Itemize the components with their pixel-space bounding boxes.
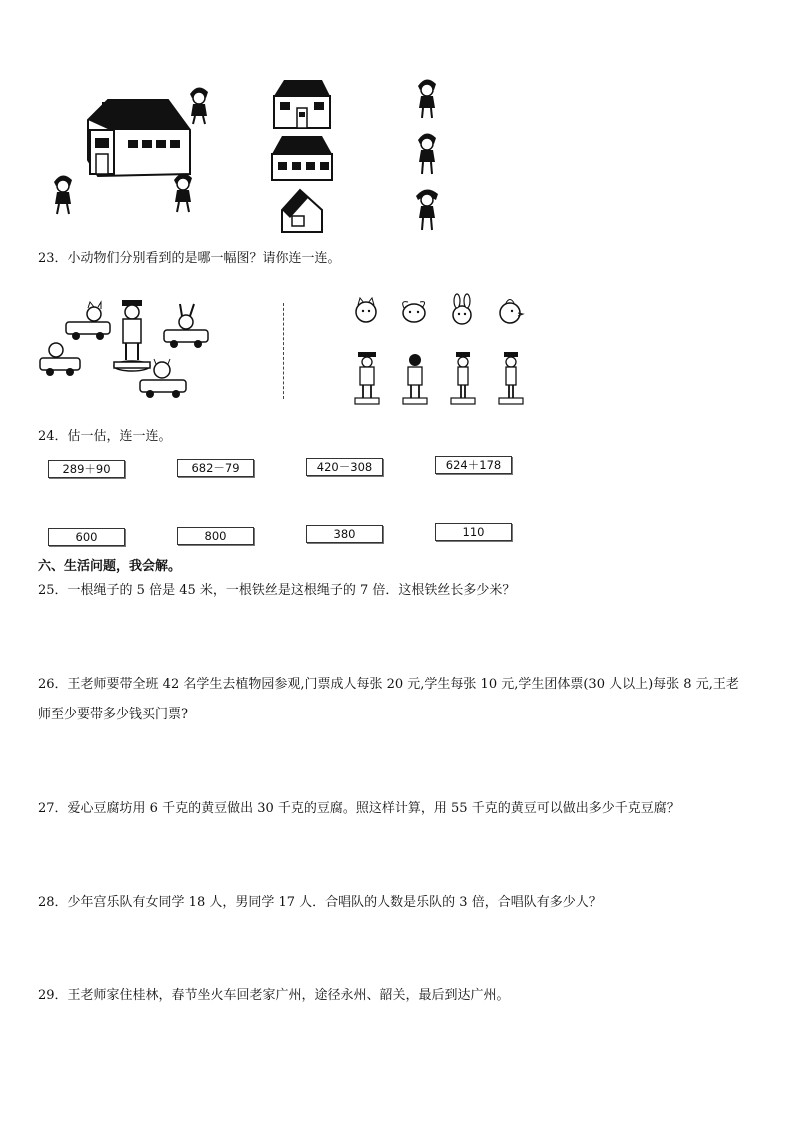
animals-around-policeman-illustration [40,292,240,407]
policeman-views-row [352,352,532,406]
expression-box[interactable]: 289＋90 [48,460,125,478]
policeman-view-icon [355,352,379,404]
expression-box[interactable]: 682－79 [177,459,254,477]
estimate-box[interactable]: 600 [48,528,125,546]
girl-figure [418,133,436,174]
question-25: 25．一根绳子的 5 倍是 45 米，一根铁丝是这根绳子的 7 倍．这根铁丝长多少米？ [38,583,516,598]
question-24: 24．估一估，连一连。 [38,429,172,444]
policeman-view-icon [499,352,523,404]
animal-heads-row [352,296,532,328]
divider-dashed-line [283,303,284,399]
girl-figure [418,79,436,118]
estimate-box[interactable]: 380 [306,525,383,543]
girl-figure [54,175,72,214]
rabbit-head-icon [453,294,471,324]
section-6-heading: 六、生活问题，我会解。 [38,559,182,574]
expression-box[interactable]: 420－308 [306,458,383,476]
question-26-line1: 26．王老师要带全班 42 名学生去植物园参观,门票成人每张 20 元,学生每张 10 元,学生团体票(30 人以上)每张 8 元,王老 [38,677,739,692]
question-23: 23．小动物们分别看到的是哪一幅图？请你连一连。 [38,251,341,266]
girl-figure [190,87,208,124]
estimate-box[interactable]: 110 [435,523,512,541]
house-scene-illustration [40,78,210,228]
question-27: 27．爱心豆腐坊用 6 千克的黄豆做出 30 千克的豆腐。照这样计算，用 55 千克的黄豆可以做出多少千克豆腐？ [38,801,680,816]
girl-views-column [410,76,450,238]
question-28: 28．少年宫乐队有女同学 18 人，男同学 17 人．合唱队的人数是乐队的 3 倍，合唱队有多少人？ [38,895,602,910]
expression-box[interactable]: 624＋178 [435,456,512,474]
question-29: 29．王老师家住桂林，春节坐火车回老家广州，途径永州、韶关，最后到达广州。 [38,988,510,1003]
policeman-view-icon [451,352,475,404]
dog-head-icon [403,302,425,322]
girl-figure [174,173,192,212]
question-26-line2: 师至少要带多少钱买门票? [38,707,188,722]
cat-head-icon [356,298,376,322]
estimate-box[interactable]: 800 [177,527,254,545]
policeman-view-icon [403,354,427,404]
house-views-column [270,78,334,238]
girl-figure [416,189,438,230]
chick-head-icon [500,300,523,324]
